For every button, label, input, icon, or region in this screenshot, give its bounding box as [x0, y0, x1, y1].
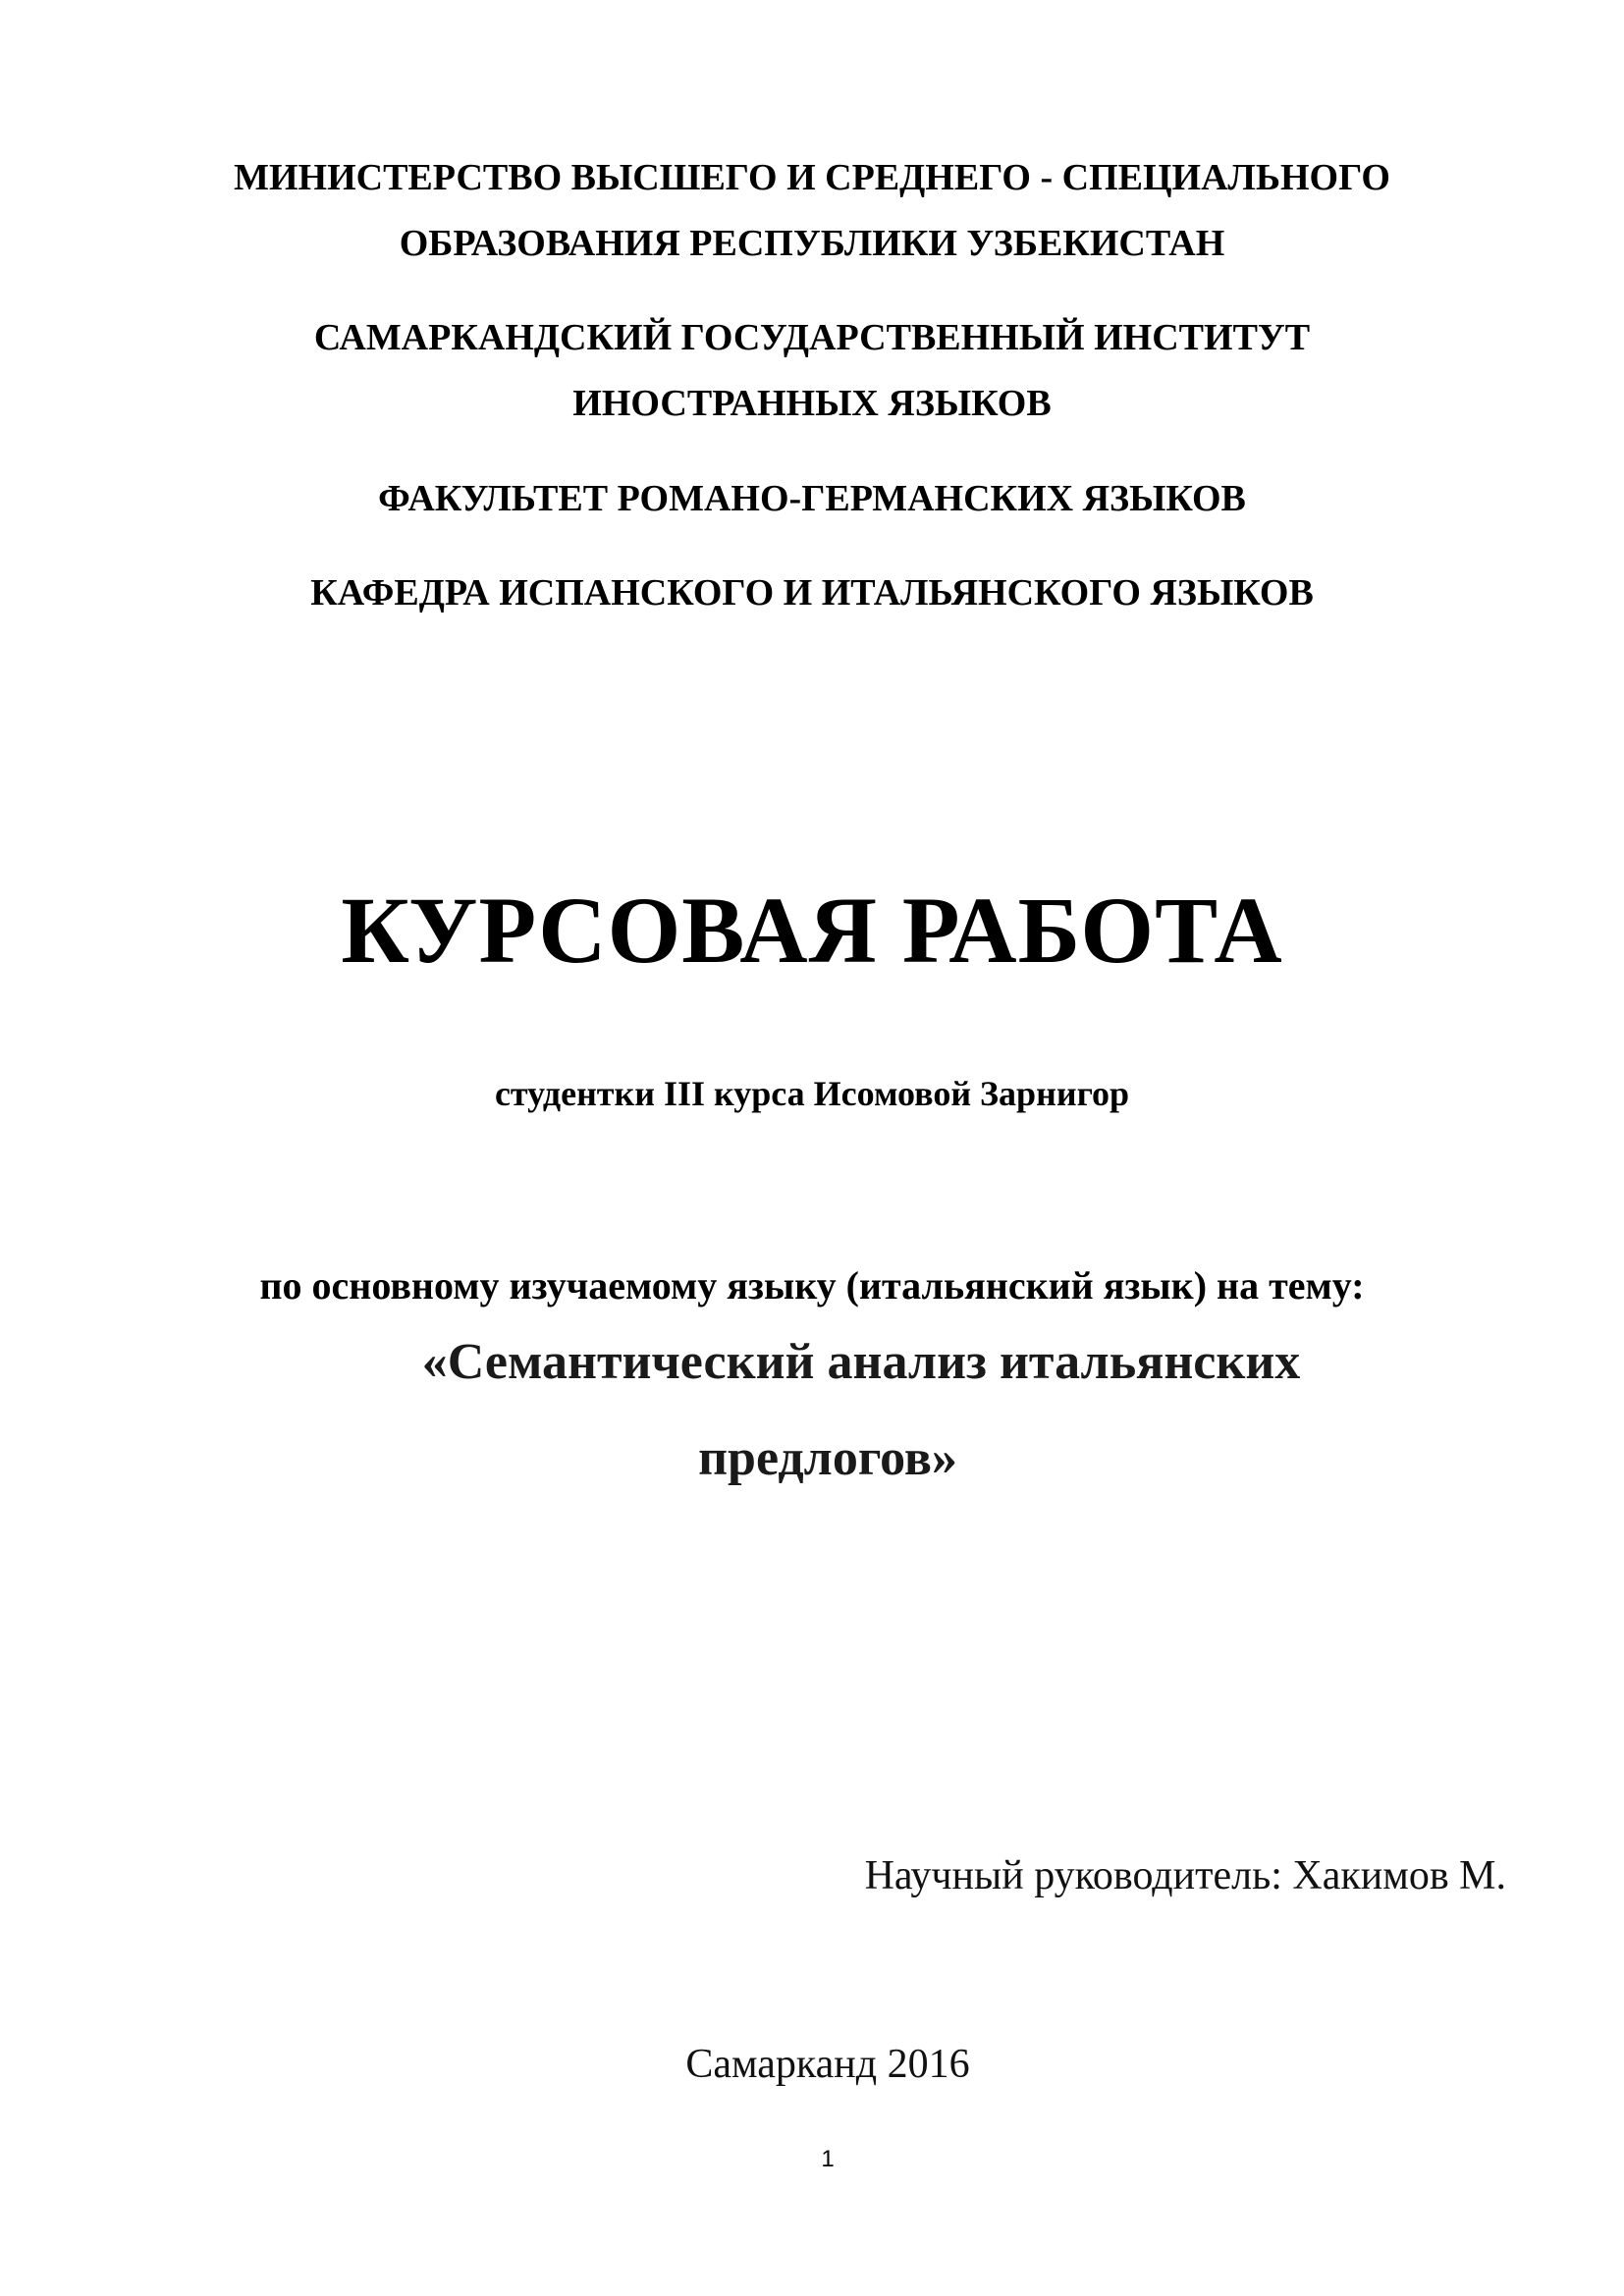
institute-line-2: ИНОСТРАННЫХ ЯЗЫКОВ	[572, 383, 1052, 424]
ministry-line-1: МИНИСТЕРСТВО ВЫСШЕГО И СРЕДНЕГО - СПЕЦИАЛЬНОГО	[234, 157, 1390, 198]
ministry-line-2: ОБРАЗОВАНИЯ РЕСПУБЛИКИ УЗБЕКИСТАН	[399, 223, 1225, 264]
supervisor-line: Научный руководитель: Хакимов М.	[864, 1853, 1506, 1898]
institute-line-1: САМАРКАНДСКИЙ ГОСУДАРСТВЕННЫЙ ИНСТИТУТ	[313, 317, 1311, 358]
student-name: студентки III курса Исомовой Зарнигор	[494, 1074, 1130, 1113]
topic-line-2: предлогов»	[698, 1430, 957, 1486]
document-title: КУРСОВАЯ РАБОТА	[341, 878, 1283, 983]
subject-line: по основному изучаемому языку (итальянский язык) на тему:	[259, 1263, 1365, 1308]
city-year: Самарканд 2016	[685, 2042, 970, 2087]
department-name: КАФЕДРА ИСПАНСКОГО И ИТАЛЬЯНСКОГО ЯЗЫКОВ	[310, 572, 1314, 614]
page-number: 1	[821, 2146, 835, 2172]
faculty-name: ФАКУЛЬТЕТ РОМАНО-ГЕРМАНСКИХ ЯЗЫКОВ	[378, 478, 1246, 519]
topic-line-1: «Семантический анализ итальянских	[421, 1334, 1301, 1390]
